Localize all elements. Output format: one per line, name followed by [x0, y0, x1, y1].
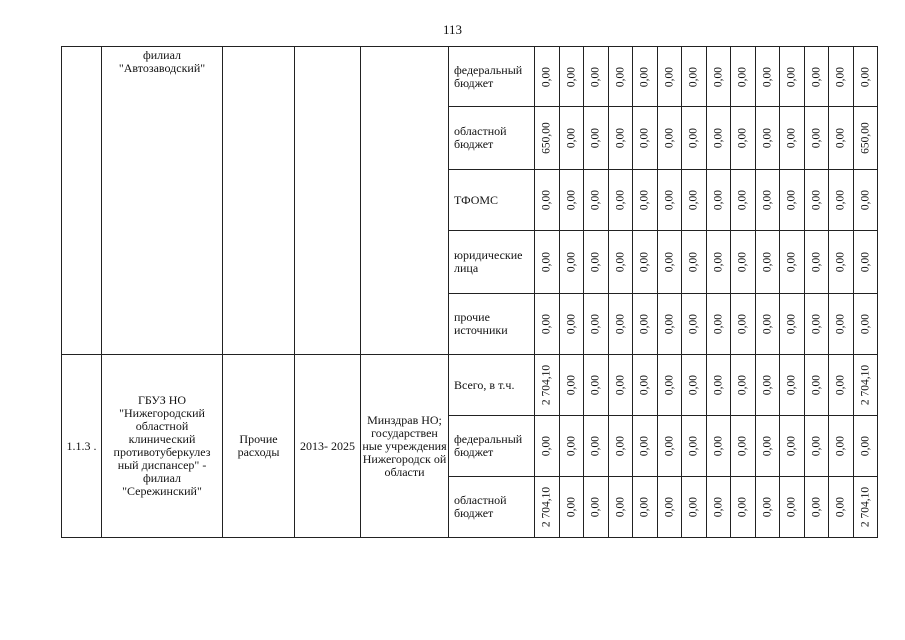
org-name-cell: ГБУЗ НО "Нижегородский областной клинический противотуберкулез ный диспансер" - филиал "Сережинский" [102, 355, 223, 538]
value-cell [658, 355, 682, 416]
value-text: 0,00 [761, 189, 773, 211]
value-cell [584, 47, 609, 107]
value-text: 0,00 [712, 313, 724, 335]
value-text: 0,00 [810, 189, 822, 211]
value-cell [560, 170, 584, 231]
value-cell [584, 170, 609, 231]
value-text: 0,00 [761, 66, 773, 87]
value-text: 0,00 [589, 435, 602, 457]
value-text: 0,00 [614, 251, 626, 273]
value-text: 0,00 [712, 435, 724, 457]
value-text: 0,00 [810, 496, 822, 518]
value-cell [560, 477, 584, 538]
value-cell [780, 170, 805, 231]
value-cell [731, 231, 756, 294]
value-text: 0,00 [859, 435, 871, 457]
value-text: 0,00 [663, 313, 675, 335]
expense-type-cell [223, 47, 295, 355]
item-number-cell: 1.1.3 . [62, 355, 102, 538]
value-cell [682, 231, 707, 294]
value-text: 0,00 [834, 435, 847, 457]
value-cell [707, 231, 731, 294]
value-text: 2 704,10 [859, 364, 871, 406]
value-cell [829, 47, 854, 107]
value-cell [780, 231, 805, 294]
value-text: 0,00 [712, 374, 724, 396]
value-cell [805, 231, 829, 294]
value-cell [584, 416, 609, 477]
expense-type-cell: Прочие расходы [223, 355, 295, 538]
value-text: 0,00 [736, 127, 749, 149]
value-text: 0,00 [687, 127, 700, 149]
table-row [62, 355, 878, 416]
value-text: 0,00 [638, 374, 651, 396]
value-cell [854, 294, 878, 355]
value-text: 0,00 [614, 313, 626, 335]
value-text: 0,00 [736, 251, 749, 273]
value-text: 0,00 [810, 374, 822, 396]
value-cell [780, 107, 805, 170]
value-text: 0,00 [638, 313, 651, 335]
value-cell [780, 416, 805, 477]
value-cell [609, 107, 633, 170]
value-text: 0,00 [785, 251, 798, 273]
value-cell [609, 477, 633, 538]
value-cell [829, 107, 854, 170]
executor-cell: Минздрав НО; государствен ные учреждения Нижегородск ой области [361, 355, 449, 538]
value-text: 0,00 [638, 66, 651, 87]
value-text: 0,00 [663, 496, 675, 518]
value-text: 0,00 [565, 435, 577, 457]
value-cell [805, 477, 829, 538]
item-number-cell [62, 47, 102, 355]
value-text: 0,00 [565, 127, 577, 149]
value-cell [584, 477, 609, 538]
value-cell [780, 355, 805, 416]
value-cell [584, 294, 609, 355]
value-text: 0,00 [761, 127, 773, 149]
value-cell [658, 294, 682, 355]
funding-source-cell: прочие источники [449, 294, 535, 355]
value-cell [805, 47, 829, 107]
value-cell [658, 477, 682, 538]
value-cell [609, 170, 633, 231]
value-text: 0,00 [761, 435, 773, 457]
value-text: 0,00 [785, 313, 798, 335]
value-cell [633, 47, 658, 107]
value-text: 0,00 [565, 66, 577, 87]
value-cell [535, 47, 560, 107]
value-cell [756, 231, 780, 294]
value-cell [560, 107, 584, 170]
value-cell [658, 107, 682, 170]
value-text: 0,00 [761, 251, 773, 273]
period-cell: 2013- 2025 [295, 355, 361, 538]
value-cell [780, 477, 805, 538]
funding-source-cell: областной бюджет [449, 107, 535, 170]
value-cell [658, 231, 682, 294]
value-cell [535, 231, 560, 294]
value-text: 0,00 [810, 66, 822, 87]
value-text: 0,00 [687, 66, 700, 87]
value-text: 2 704,10 [859, 486, 871, 528]
value-text: 0,00 [589, 251, 602, 273]
value-text: 0,00 [663, 435, 675, 457]
value-cell [707, 355, 731, 416]
value-cell [829, 231, 854, 294]
value-cell [854, 355, 878, 416]
value-text: 0,00 [614, 189, 626, 211]
value-text: 0,00 [712, 127, 724, 149]
value-text: 0,00 [785, 496, 798, 518]
value-cell [535, 294, 560, 355]
value-cell [805, 294, 829, 355]
value-text: 0,00 [736, 66, 749, 87]
value-text: 0,00 [589, 66, 602, 87]
value-cell [854, 416, 878, 477]
value-text: 0,00 [810, 435, 822, 457]
value-cell [756, 477, 780, 538]
funding-source-cell: областной бюджет [449, 477, 535, 538]
value-text: 0,00 [540, 189, 553, 211]
value-cell [756, 294, 780, 355]
value-cell [854, 231, 878, 294]
value-text: 2 704,10 [540, 486, 553, 528]
value-text: 0,00 [859, 251, 871, 273]
value-text: 2 704,10 [540, 364, 553, 406]
value-text: 0,00 [614, 435, 626, 457]
value-cell [707, 294, 731, 355]
value-text: 0,00 [687, 435, 700, 457]
value-text: 0,00 [736, 374, 749, 396]
value-cell [560, 294, 584, 355]
value-cell [633, 416, 658, 477]
value-cell [682, 477, 707, 538]
value-cell [584, 355, 609, 416]
value-cell [633, 107, 658, 170]
value-cell [633, 477, 658, 538]
value-text: 0,00 [589, 374, 602, 396]
value-cell [756, 416, 780, 477]
page-number: 113 [442, 22, 463, 37]
value-text: 0,00 [663, 189, 675, 211]
period-cell [295, 47, 361, 355]
value-cell [805, 107, 829, 170]
value-cell [658, 170, 682, 231]
value-cell [609, 231, 633, 294]
value-text: 0,00 [614, 496, 626, 518]
value-text: 0,00 [638, 496, 651, 518]
org-name-cell: филиал "Автозаводский" [102, 47, 223, 355]
value-text: 0,00 [810, 313, 822, 335]
value-text: 0,00 [687, 251, 700, 273]
value-cell [854, 170, 878, 231]
value-text: 0,00 [638, 189, 651, 211]
funding-source-cell: юридические лица [449, 231, 535, 294]
value-cell [609, 355, 633, 416]
value-text: 0,00 [761, 496, 773, 518]
value-cell [731, 416, 756, 477]
value-cell [707, 107, 731, 170]
value-cell [633, 231, 658, 294]
value-cell [560, 416, 584, 477]
value-cell [535, 170, 560, 231]
value-text: 0,00 [834, 313, 847, 335]
value-text: 0,00 [834, 189, 847, 211]
value-cell [731, 47, 756, 107]
value-cell [560, 231, 584, 294]
value-text: 0,00 [589, 313, 602, 335]
value-cell [707, 47, 731, 107]
value-cell [780, 294, 805, 355]
value-text: 0,00 [736, 189, 749, 211]
value-text: 0,00 [565, 374, 577, 396]
value-cell [756, 170, 780, 231]
value-text: 0,00 [785, 374, 798, 396]
value-cell [805, 355, 829, 416]
value-text: 0,00 [614, 127, 626, 149]
value-text: 0,00 [687, 374, 700, 396]
value-cell [682, 416, 707, 477]
value-cell [682, 170, 707, 231]
value-cell [707, 416, 731, 477]
value-text: 0,00 [859, 66, 871, 87]
value-cell [829, 170, 854, 231]
value-cell [731, 170, 756, 231]
value-cell [658, 47, 682, 107]
value-cell [780, 47, 805, 107]
value-text: 0,00 [540, 66, 553, 87]
funding-source-cell: ТФОМС [449, 170, 535, 231]
value-cell [731, 107, 756, 170]
value-text: 0,00 [810, 251, 822, 273]
value-text: 0,00 [565, 313, 577, 335]
value-cell [731, 355, 756, 416]
value-cell [805, 416, 829, 477]
value-cell [682, 47, 707, 107]
value-text: 0,00 [540, 251, 553, 273]
value-cell [756, 107, 780, 170]
value-text: 0,00 [834, 66, 847, 87]
value-cell [609, 416, 633, 477]
value-text: 0,00 [761, 313, 773, 335]
value-text: 650,00 [540, 122, 553, 154]
value-text: 0,00 [785, 127, 798, 149]
value-cell [805, 170, 829, 231]
value-cell [854, 47, 878, 107]
value-cell [658, 416, 682, 477]
value-text: 0,00 [638, 435, 651, 457]
value-text: 0,00 [540, 313, 553, 335]
value-cell [854, 477, 878, 538]
value-text: 0,00 [785, 66, 798, 87]
value-text: 0,00 [589, 127, 602, 149]
value-text: 0,00 [761, 374, 773, 396]
value-text: 0,00 [565, 251, 577, 273]
value-text: 0,00 [614, 374, 626, 396]
executor-cell [361, 47, 449, 355]
funding-source-cell: Всего, в т.ч. [449, 355, 535, 416]
value-text: 0,00 [638, 251, 651, 273]
value-cell [731, 477, 756, 538]
value-cell [535, 416, 560, 477]
value-text: 0,00 [663, 66, 675, 87]
value-text: 0,00 [712, 189, 724, 211]
value-text: 0,00 [834, 127, 847, 149]
value-cell [560, 355, 584, 416]
value-text: 0,00 [663, 127, 675, 149]
value-text: 0,00 [589, 189, 602, 211]
budget-table [61, 46, 878, 538]
value-cell [707, 170, 731, 231]
value-cell [731, 294, 756, 355]
value-cell [633, 355, 658, 416]
value-cell [535, 107, 560, 170]
value-text: 0,00 [834, 496, 847, 518]
value-text: 0,00 [589, 496, 602, 518]
value-text: 0,00 [687, 496, 700, 518]
value-text: 0,00 [810, 127, 822, 149]
value-text: 0,00 [565, 496, 577, 518]
value-cell [682, 107, 707, 170]
funding-source-cell: федеральный бюджет [449, 47, 535, 107]
value-cell [609, 294, 633, 355]
value-text: 0,00 [712, 251, 724, 273]
table-row [62, 47, 878, 107]
value-cell [584, 107, 609, 170]
value-cell [682, 294, 707, 355]
value-text: 0,00 [712, 496, 724, 518]
value-text: 0,00 [687, 189, 700, 211]
value-cell [854, 107, 878, 170]
value-text: 0,00 [663, 251, 675, 273]
value-cell [560, 47, 584, 107]
value-cell [633, 294, 658, 355]
value-text: 0,00 [712, 66, 724, 87]
value-cell [829, 355, 854, 416]
value-cell [829, 416, 854, 477]
value-cell [829, 294, 854, 355]
value-text: 0,00 [859, 313, 871, 335]
value-text: 0,00 [736, 313, 749, 335]
value-text: 650,00 [859, 122, 871, 154]
value-text: 0,00 [834, 374, 847, 396]
value-text: 0,00 [565, 189, 577, 211]
value-cell [756, 47, 780, 107]
value-cell [682, 355, 707, 416]
value-cell [535, 355, 560, 416]
value-text: 0,00 [687, 313, 700, 335]
value-text: 0,00 [638, 127, 651, 149]
value-cell [535, 477, 560, 538]
value-cell [633, 170, 658, 231]
value-text: 0,00 [663, 374, 675, 396]
value-text: 0,00 [736, 496, 749, 518]
value-text: 0,00 [785, 189, 798, 211]
value-cell [609, 47, 633, 107]
funding-source-cell: федеральный бюджет [449, 416, 535, 477]
value-cell [829, 477, 854, 538]
value-cell [707, 477, 731, 538]
value-text: 0,00 [736, 435, 749, 457]
value-text: 0,00 [614, 66, 626, 87]
value-cell [584, 231, 609, 294]
value-text: 0,00 [834, 251, 847, 273]
value-cell [756, 355, 780, 416]
value-text: 0,00 [859, 189, 871, 211]
value-text: 0,00 [785, 435, 798, 457]
value-text: 0,00 [540, 435, 553, 457]
